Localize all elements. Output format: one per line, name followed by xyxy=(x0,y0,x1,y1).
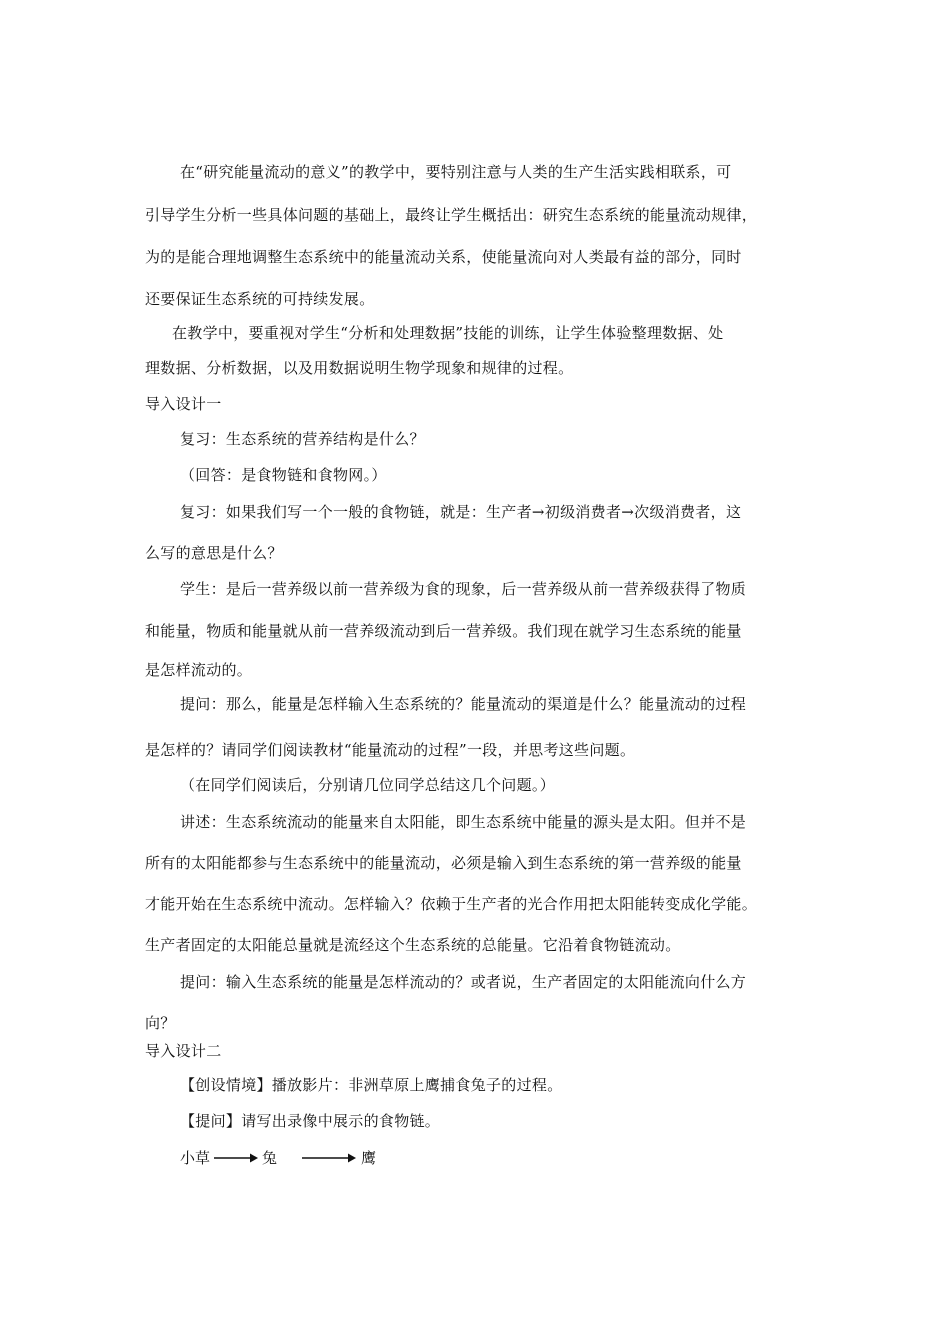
paragraph-line: 复习：生态系统的营养结构是什么？ xyxy=(180,430,425,448)
paragraph-line: 生产者固定的太阳能总量就是流经这个生态系统的总能量。它沿着食物链流动。 xyxy=(145,936,681,954)
section-heading: 导入设计二 xyxy=(145,1042,222,1060)
paragraph-line: 所有的太阳能都参与生态系统中的能量流动，必须是输入到生态系统的第一营养级的能量 xyxy=(145,854,742,872)
food-chain-diagram xyxy=(180,1148,400,1172)
paragraph-line: 引导学生分析一些具体问题的基础上，最终让学生概括出：研究生态系统的能量流动规律， xyxy=(145,206,758,224)
paragraph-line: 才能开始在生态系统中流动。怎样输入？依赖于生产者的光合作用把太阳能转变成化学能。 xyxy=(145,895,758,913)
paragraph-line: 提问：那么，能量是怎样输入生态系统的？能量流动的渠道是什么？能量流动的过程 xyxy=(180,695,747,713)
arrow-right-icon xyxy=(301,1148,357,1168)
paragraph-line: （在同学们阅读后，分别请几位同学总结这几个问题。） xyxy=(180,776,556,794)
paragraph-line: 在教学中，要重视对学生“分析和处理数据”技能的训练，让学生体验整理数据、处 xyxy=(172,324,724,342)
paragraph-line: 【创设情境】播放影片：非洲草原上鹰捕食兔子的过程。 xyxy=(180,1076,563,1094)
paragraph-line: 在“研究能量流动的意义”的教学中，要特别注意与人类的生产生活实践相联系，可 xyxy=(180,163,732,181)
paragraph-line: 理数据、分析数据，以及用数据说明生物学现象和规律的过程。 xyxy=(145,359,574,377)
paragraph-line: 么写的意思是什么？ xyxy=(145,544,283,562)
paragraph-line: （回答：是食物链和食物网。） xyxy=(180,466,387,484)
paragraph-line: 向？ xyxy=(145,1014,176,1032)
food-chain-node: 鹰 xyxy=(361,1149,377,1167)
paragraph-line: 学生：是后一营养级以前一营养级为食的现象，后一营养级从前一营养级获得了物质 xyxy=(180,580,747,598)
food-chain-node: 小草 xyxy=(180,1149,211,1167)
paragraph-line: 复习：如果我们写一个一般的食物链，就是：生产者→初级消费者→次级消费者，这 xyxy=(180,503,742,521)
paragraph-line: 还要保证生态系统的可持续发展。 xyxy=(145,290,375,308)
section-heading: 导入设计一 xyxy=(145,395,222,413)
paragraph-line: 是怎样流动的。 xyxy=(145,661,253,679)
paragraph-line: 是怎样的？请同学们阅读教材“能量流动的过程”一段，并思考这些问题。 xyxy=(145,741,636,759)
paragraph-line: 提问：输入生态系统的能量是怎样流动的？或者说，生产者固定的太阳能流向什么方 xyxy=(180,973,747,991)
paragraph-line: 【提问】请写出录像中展示的食物链。 xyxy=(180,1112,441,1130)
food-chain-node: 兔 xyxy=(262,1149,278,1167)
paragraph-line: 和能量，物质和能量就从前一营养级流动到后一营养级。我们现在就学习生态系统的能量 xyxy=(145,622,742,640)
paragraph-line: 讲述：生态系统流动的能量来自太阳能，即生态系统中能量的源头是太阳。但并不是 xyxy=(180,813,747,831)
paragraph-line: 为的是能合理地调整生态系统中的能量流动关系，使能量流向对人类最有益的部分，同时 xyxy=(145,248,742,266)
arrow-right-icon xyxy=(213,1148,259,1168)
